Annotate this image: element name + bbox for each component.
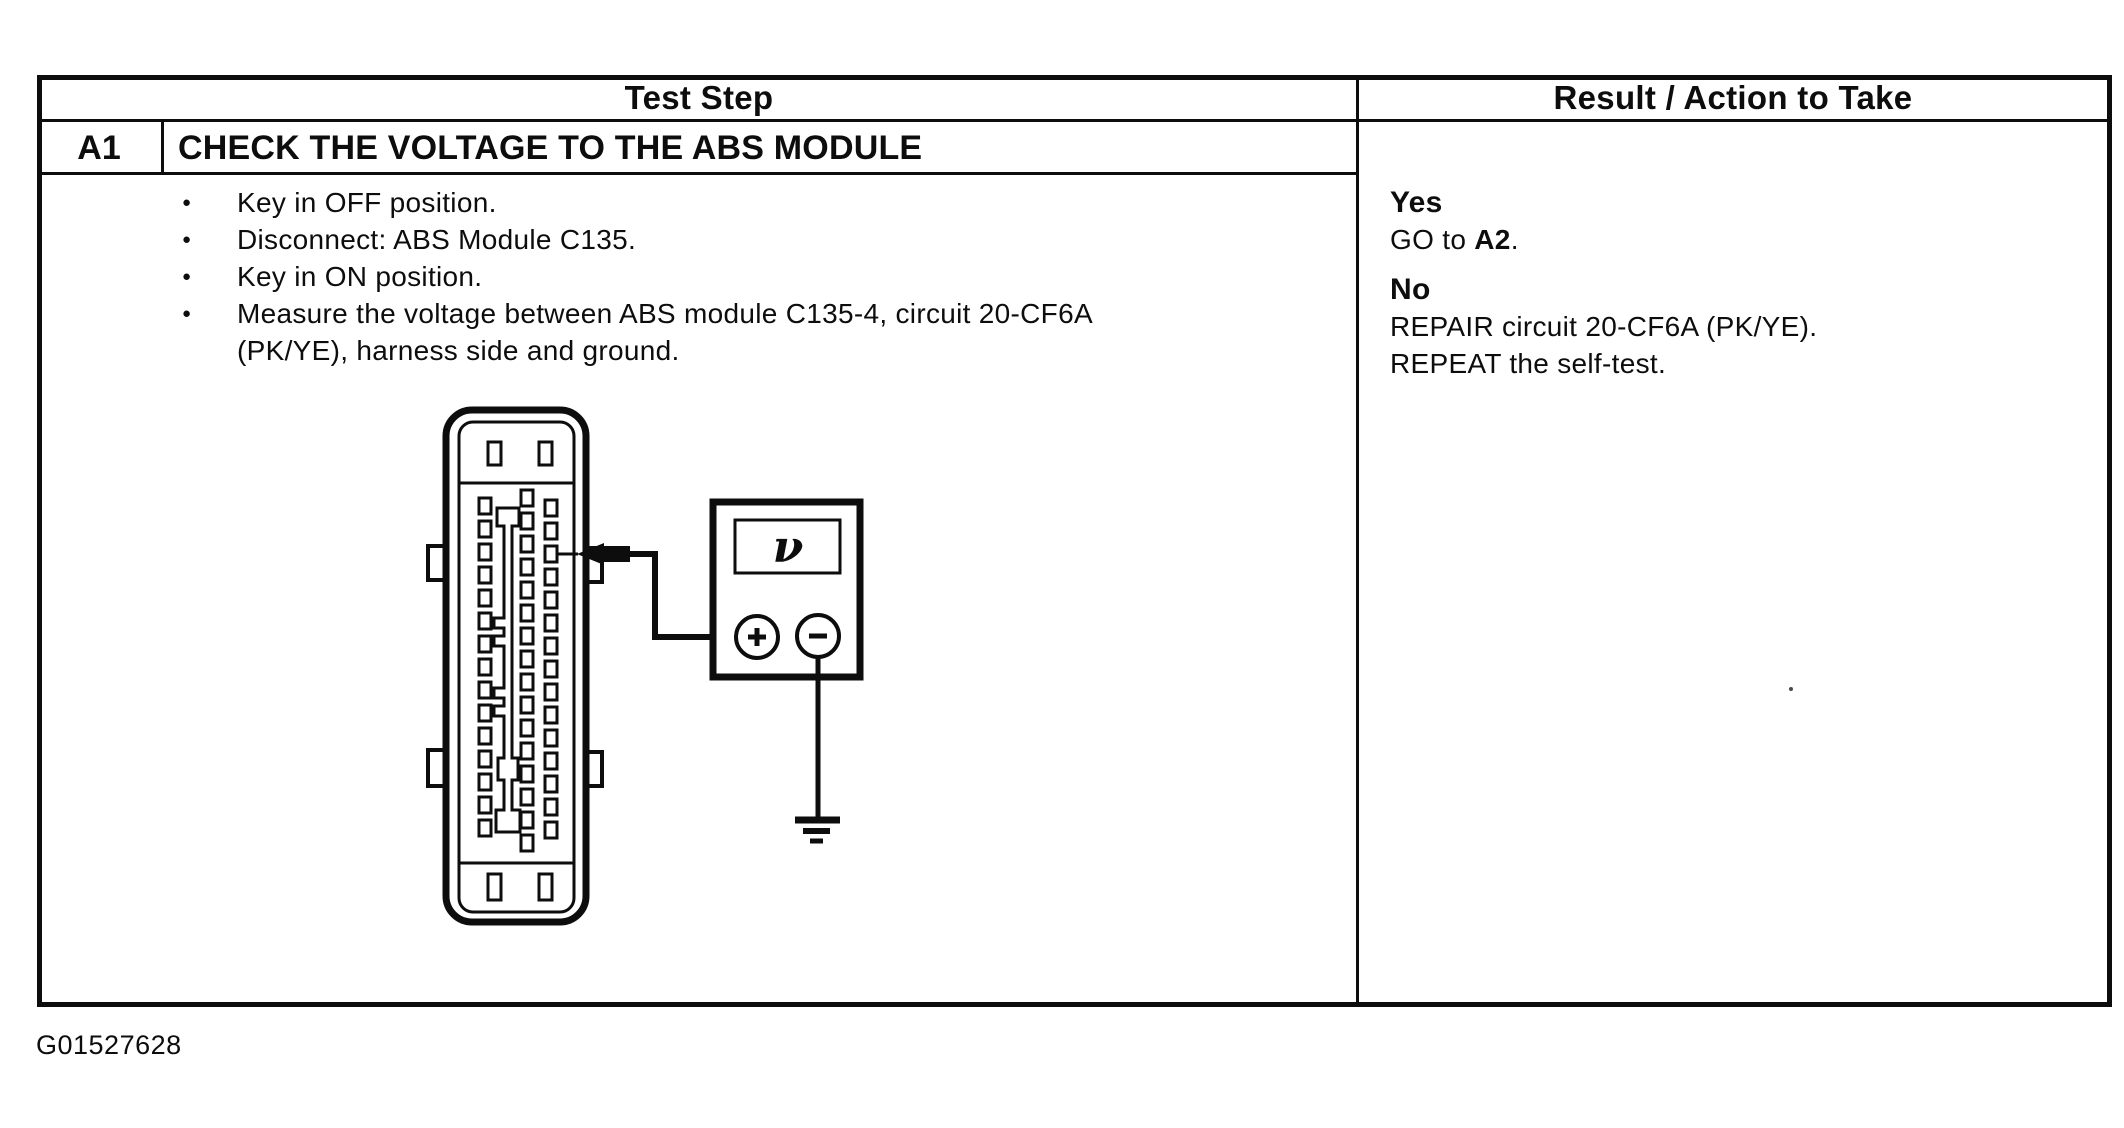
yes-action-prefix: GO to bbox=[1390, 224, 1475, 255]
result-yes-block bbox=[1390, 184, 2090, 258]
instruction-text: Key in OFF position. bbox=[237, 187, 497, 218]
instruction-text: Disconnect: ABS Module C135. bbox=[237, 224, 637, 255]
instruction-list bbox=[180, 184, 1140, 369]
step-title: CHECK THE VOLTAGE TO THE ABS MODULE bbox=[178, 129, 923, 167]
positive-terminal-icon bbox=[736, 616, 778, 658]
result-no-block bbox=[1390, 271, 2090, 382]
voltmeter-graphic bbox=[713, 502, 860, 677]
negative-terminal-icon bbox=[797, 615, 839, 657]
figure-id: G01527628 bbox=[36, 1030, 182, 1060]
scan-speck bbox=[1789, 687, 1793, 691]
abs-connector-graphic bbox=[446, 410, 586, 922]
instruction-item bbox=[180, 221, 1140, 258]
instruction-item bbox=[180, 258, 1140, 295]
result-action-header: Result / Action to Take bbox=[1553, 79, 1913, 116]
yes-action bbox=[1390, 221, 2090, 258]
no-action-line-1: REPAIR circuit 20-CF6A (PK/YE). bbox=[1390, 311, 1818, 342]
results-column bbox=[1390, 184, 2090, 382]
test-connection-diagram bbox=[420, 398, 890, 938]
step-id: A1 bbox=[77, 129, 121, 167]
column-divider-line bbox=[1356, 75, 1359, 1007]
test-step-header: Test Step bbox=[624, 79, 774, 116]
instruction-text: Key in ON position. bbox=[237, 261, 483, 292]
yes-verdict: Yes bbox=[1390, 186, 1443, 219]
ground-symbol-icon bbox=[795, 657, 840, 841]
step-id-cell-line bbox=[161, 119, 164, 175]
instruction-text: Measure the voltage between ABS module C135-4, circuit 20-CF6A (PK/YE), harness side and ground. bbox=[237, 298, 1092, 366]
no-verdict: No bbox=[1390, 273, 1431, 306]
step-row-line bbox=[37, 172, 1359, 175]
yes-action-suffix: . bbox=[1510, 224, 1519, 255]
no-action-line-2: REPEAT the self-test. bbox=[1390, 348, 1667, 379]
voltmeter-symbol: ν bbox=[772, 522, 804, 573]
instruction-item bbox=[180, 295, 1140, 369]
instruction-item bbox=[180, 184, 1140, 221]
yes-action-target: A2 bbox=[1474, 224, 1511, 255]
